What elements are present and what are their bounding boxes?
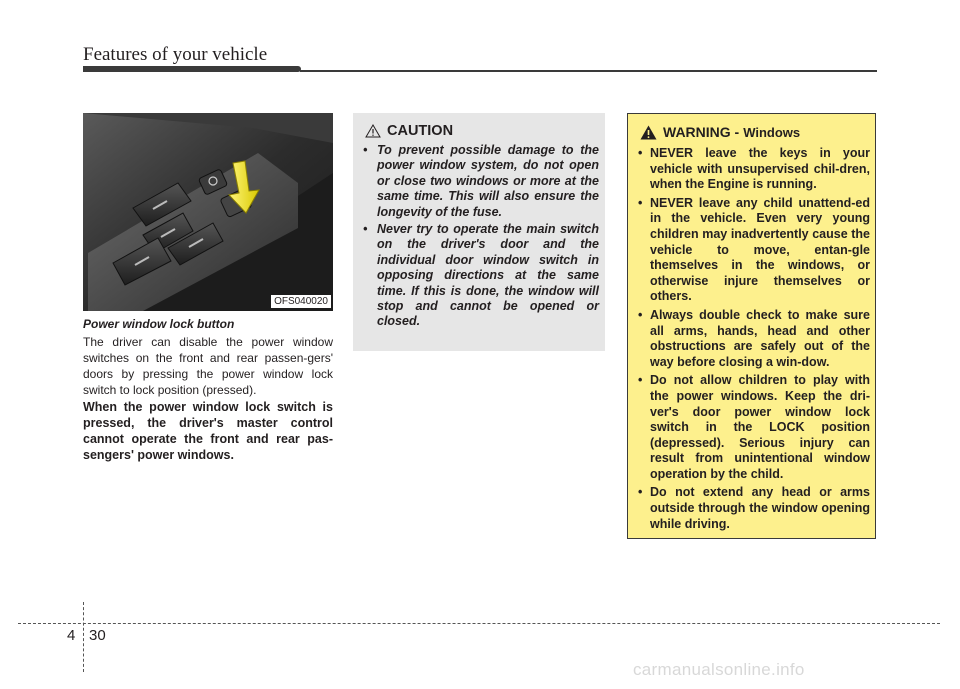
page-number: 30 (89, 627, 106, 644)
warning-triangle-outline-icon (365, 124, 381, 138)
caution-item: • Never try to operate the main switch on the driver's door and the individual door window switch in opposing directions at the same time. If this is done, the window will stop and cannot be opened or closed. (363, 222, 599, 329)
chapter-number: 4 (67, 627, 76, 644)
body-paragraph: The driver can disable the power window switches on the front and rear passen-gers' doors by pressing the power window lock switch to lock position (pressed). (83, 335, 333, 397)
caution-item: • To prevent possible damage to the power window system, do not open or close two windows or more at the same time. This will also ensure the longevity of the fuse. (363, 143, 599, 219)
footer-divider (83, 602, 84, 672)
warning-item: • NEVER leave the keys in your vehicle with unsupervised chil-dren, when the Engine is running. (638, 146, 870, 192)
warning-item: • NEVER leave any child unattend-ed in the vehicle. Even very young children may inadvertently cause the vehicle to move, entan-gle themselves in the windows, or otherwise injure themselves or others. (638, 195, 870, 304)
caution-list (361, 143, 599, 332)
header-title: Features of your vehicle (83, 44, 268, 65)
warning-title: WARNING - (663, 124, 740, 140)
caution-title: CAUTION (387, 123, 454, 139)
caution-header (365, 123, 453, 139)
header-rule (300, 70, 877, 72)
body-bold-paragraph: When the power window lock switch is pressed, the driver's master control cannot operate the front and rear pas-sengers' power windows. (83, 400, 333, 462)
footer-rule (18, 623, 940, 624)
watermark: carmanualsonline.info (633, 660, 805, 679)
warning-item: • Do not extend any head or arms outside through the window opening while driving. (638, 485, 870, 531)
warning-subtitle: Windows (743, 124, 801, 140)
power-window-switch-illustration (83, 113, 333, 311)
header-bar (83, 66, 301, 72)
figure-caption: Power window lock button (83, 317, 235, 331)
warning-item: • Always double check to make sure all arms, hands, head and other obstructions are safely out of the way before closing a win-dow. (638, 307, 870, 369)
warning-triangle-filled-icon (640, 125, 657, 140)
figure-code: OFS040020 (271, 295, 331, 308)
power-window-photo (83, 113, 333, 311)
warning-item: • Do not allow children to play with the power windows. Keep the dri-ver's door power window lock switch in the LOCK position (depressed). Serious injury can result from unintentional window operation by the child. (638, 373, 870, 481)
warning-list (636, 146, 870, 535)
warning-box (627, 113, 876, 539)
caution-box (353, 113, 605, 351)
warning-header (640, 124, 800, 140)
